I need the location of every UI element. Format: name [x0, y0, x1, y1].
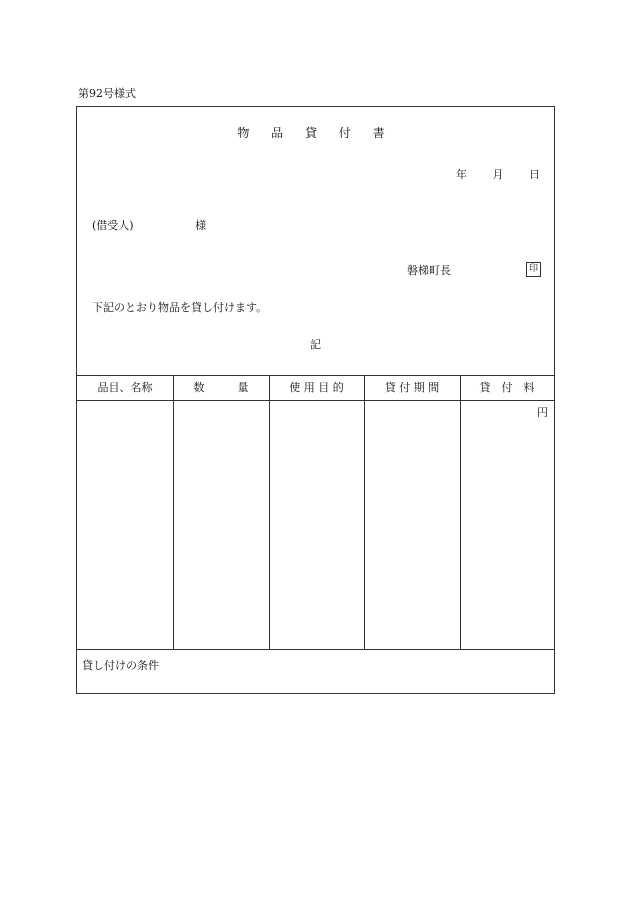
form-title: 物 品 貸 付 書 — [237, 126, 394, 140]
header-purpose: 使 用 目 的 — [289, 381, 344, 394]
seal-mark: 印 — [526, 262, 541, 277]
conditions-label: 貸し付けの条件 — [82, 659, 159, 672]
header-quantity: 数 量 — [193, 381, 249, 394]
ki-heading: 記 — [310, 338, 321, 351]
borrower-label: (借受人) — [92, 219, 134, 232]
column-divider — [173, 376, 174, 649]
borrower-line — [92, 217, 206, 233]
items-table — [77, 375, 554, 650]
column-divider — [269, 376, 270, 649]
column-divider — [364, 376, 365, 649]
issuer-name: 磐梯町長 — [407, 264, 451, 277]
date-day: 日 — [529, 168, 540, 181]
header-loan-period: 貸 付 期 間 — [384, 381, 440, 394]
form-number: 第92号様式 — [78, 87, 136, 100]
date-year: 年 — [456, 168, 467, 181]
header-item-name: 品目、名称 — [97, 381, 153, 394]
date-row — [434, 166, 540, 182]
table-header-row — [77, 376, 554, 401]
date-month: 月 — [492, 168, 504, 181]
loan-form — [76, 106, 555, 694]
statement-text: 下記のとおり物品を貸し付けます。 — [92, 301, 268, 314]
borrower-honorific: 様 — [195, 219, 207, 232]
header-loan-fee: 貸 付 料 — [479, 381, 535, 394]
column-divider — [460, 376, 461, 649]
fee-unit: 円 — [537, 406, 548, 419]
